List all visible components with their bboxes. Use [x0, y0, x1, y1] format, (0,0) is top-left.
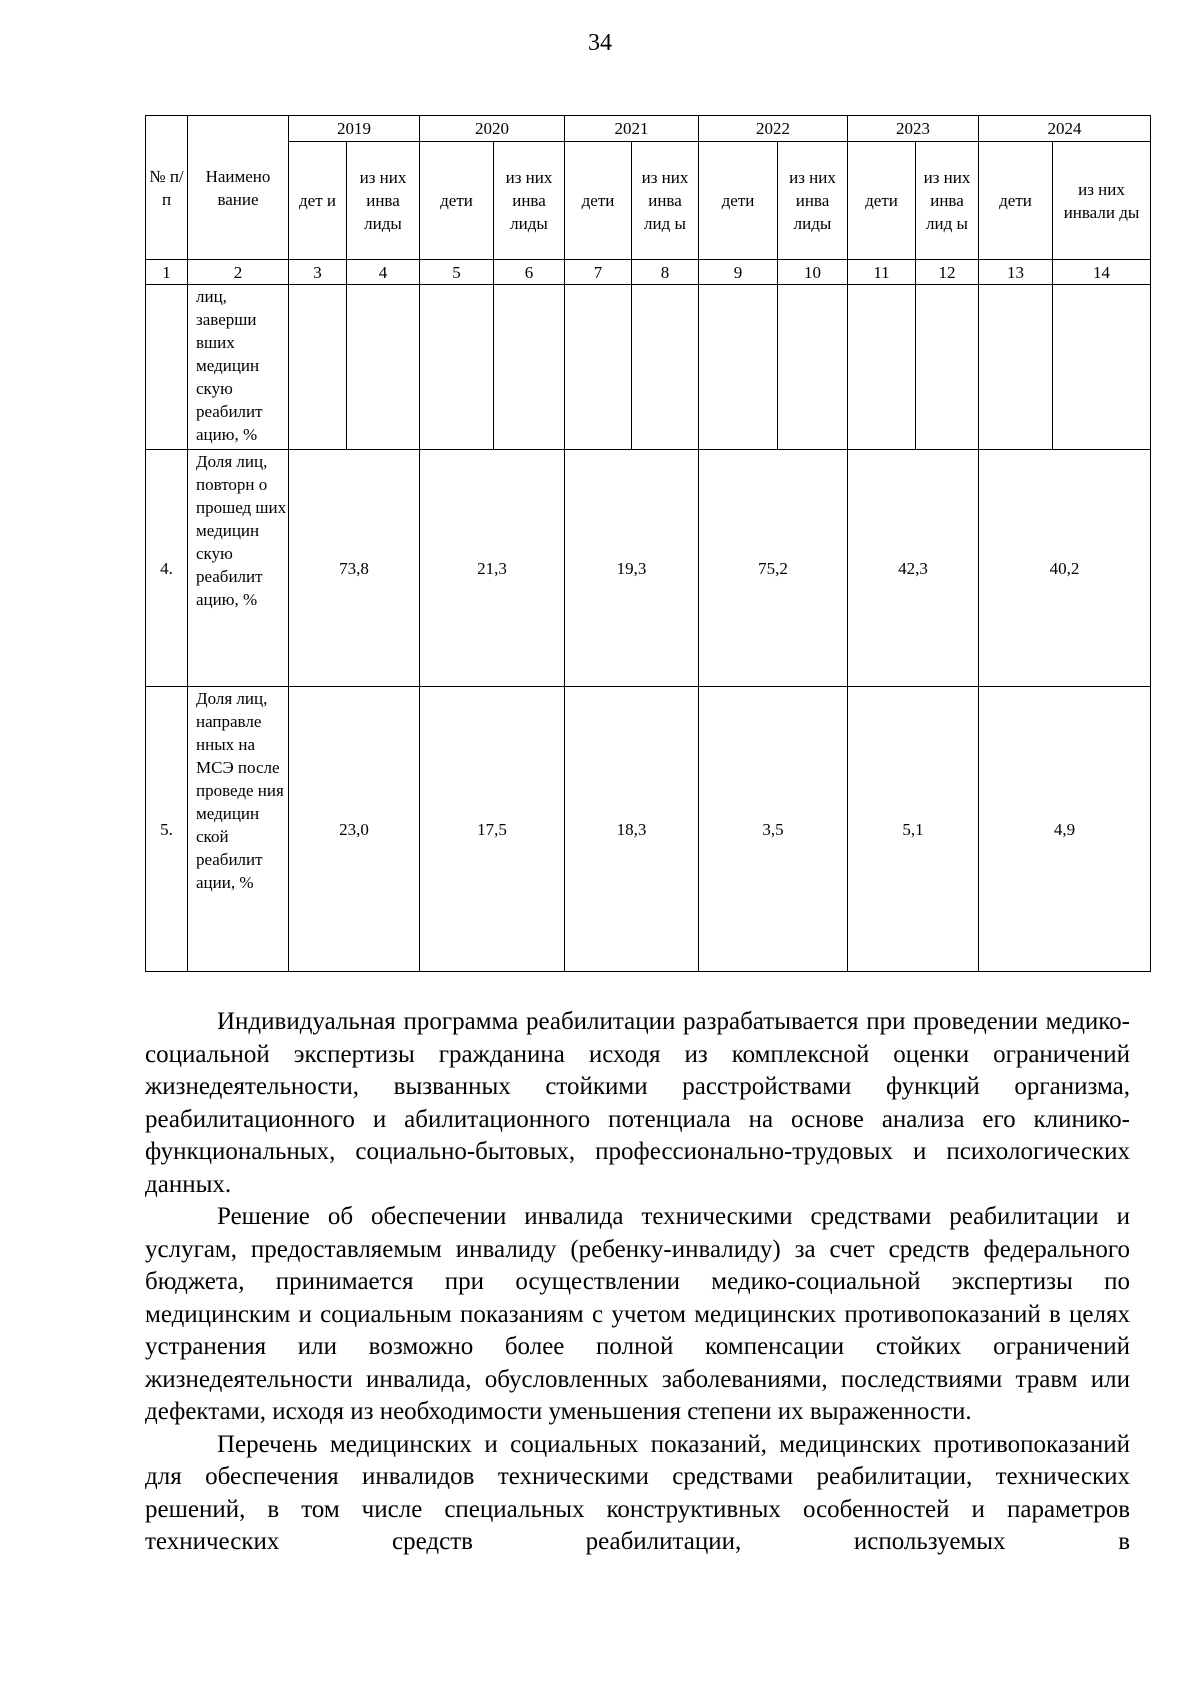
value-cell: 3,5	[699, 687, 848, 972]
column-number: 1	[146, 260, 188, 285]
header-year: 2022	[699, 116, 848, 142]
column-number: 7	[565, 260, 632, 285]
header-year: 2023	[848, 116, 979, 142]
empty-cell	[699, 285, 778, 450]
empty-cell	[1053, 285, 1151, 450]
value-cell: 17,5	[420, 687, 565, 972]
column-number: 9	[699, 260, 778, 285]
header-children: дети	[565, 142, 632, 260]
empty-cell	[565, 285, 632, 450]
value-cell: 23,0	[289, 687, 420, 972]
paragraph: Перечень медицинских и социальных показаний, медицинских противопоказаний для обеспечения инвалидов техническими средствами реабилитации, технических решений, в том числе специальных конструктивных особенностей и параметров технических средств реабилитации, используемых в	[145, 1430, 1130, 1555]
column-number: 14	[1053, 260, 1151, 285]
header-children: дети	[979, 142, 1053, 260]
header-name: Наимено вание	[188, 116, 289, 260]
value-cell: 18,3	[565, 687, 699, 972]
header-years-row	[146, 116, 1151, 142]
header-num: № п/п	[146, 116, 188, 260]
header-disabled: из них инва лид ы	[632, 142, 699, 260]
value-cell: 42,3	[848, 450, 979, 687]
value-cell: 19,3	[565, 450, 699, 687]
value-cell: 75,2	[699, 450, 848, 687]
row-num	[146, 285, 188, 450]
empty-cell	[916, 285, 979, 450]
header-children: дет и	[289, 142, 347, 260]
paragraph: Индивидуальная программа реабилитации разрабатывается при проведении медико-социальной экспертизы гражданина исходя из комплексной оценки ограничений жизнедеятельности, вызванных стойкими расстройствами функций организма, реабилитационного и абилитационного потенциала на основе анализа его клинико-функциональных, социально-бытовых, профессионально-трудовых и психологических данных.	[145, 1008, 1130, 1198]
body-text	[145, 1006, 1130, 1559]
empty-cell	[848, 285, 916, 450]
value-cell: 4,9	[979, 687, 1151, 972]
header-year: 2019	[289, 116, 420, 142]
column-number: 10	[778, 260, 848, 285]
value-cell: 21,3	[420, 450, 565, 687]
table-row	[146, 285, 1151, 450]
header-year: 2020	[420, 116, 565, 142]
column-number: 3	[289, 260, 347, 285]
value-cell: 40,2	[979, 450, 1151, 687]
table-row	[146, 450, 1151, 687]
header-disabled: из них инва лиды	[347, 142, 420, 260]
column-number: 4	[347, 260, 420, 285]
column-number: 8	[632, 260, 699, 285]
value-cell: 5,1	[848, 687, 979, 972]
empty-cell	[494, 285, 565, 450]
header-sub-row	[146, 142, 1151, 260]
value-cell: 73,8	[289, 450, 420, 687]
header-year: 2024	[979, 116, 1151, 142]
header-disabled: из них инва лиды	[494, 142, 565, 260]
column-number: 6	[494, 260, 565, 285]
header-children: дети	[420, 142, 494, 260]
column-number: 13	[979, 260, 1053, 285]
table-row	[146, 687, 1151, 972]
header-year: 2021	[565, 116, 699, 142]
header-disabled: из них инва лид ы	[916, 142, 979, 260]
empty-cell	[347, 285, 420, 450]
empty-cell	[420, 285, 494, 450]
header-children: дети	[699, 142, 778, 260]
column-numbers-row	[146, 260, 1151, 285]
column-number: 11	[848, 260, 916, 285]
row-name: Доля лиц, направле нных на МСЭ после проведе ния медицин ской реабилит ации, %	[188, 687, 289, 972]
paragraph: Решение об обеспечении инвалида техническими средствами реабилитации и услугам, предоставляемым инвалиду (ребенку-инвалиду) за счет средств федерального бюджета, принимается при осуществлении медико-социальной экспертизы по медицинским и социальным показаниям с учетом медицинских противопоказаний в целях устранения или возможно более полной компенсации стойких ограничений жизнедеятельности инвалида, обусловленных заболеваниями, последствиями травм или дефектами, исходя из необходимости уменьшения степени их выраженности.	[145, 1203, 1130, 1425]
header-disabled: из них инва лиды	[778, 142, 848, 260]
row-num: 5.	[146, 687, 188, 972]
row-name: Доля лиц, повторн о прошед ших медицин скую реабилит ацию, %	[188, 450, 289, 687]
header-children: дети	[848, 142, 916, 260]
column-number: 5	[420, 260, 494, 285]
empty-cell	[632, 285, 699, 450]
column-number: 2	[188, 260, 289, 285]
column-number: 12	[916, 260, 979, 285]
header-disabled: из них инвали ды	[1053, 142, 1151, 260]
empty-cell	[289, 285, 347, 450]
row-name: лиц, заверши вших медицин скую реабилит ацию, %	[188, 285, 289, 450]
indicators-table	[145, 115, 1151, 972]
empty-cell	[778, 285, 848, 450]
page-number: 34	[588, 30, 612, 56]
empty-cell	[979, 285, 1053, 450]
row-num: 4.	[146, 450, 188, 687]
